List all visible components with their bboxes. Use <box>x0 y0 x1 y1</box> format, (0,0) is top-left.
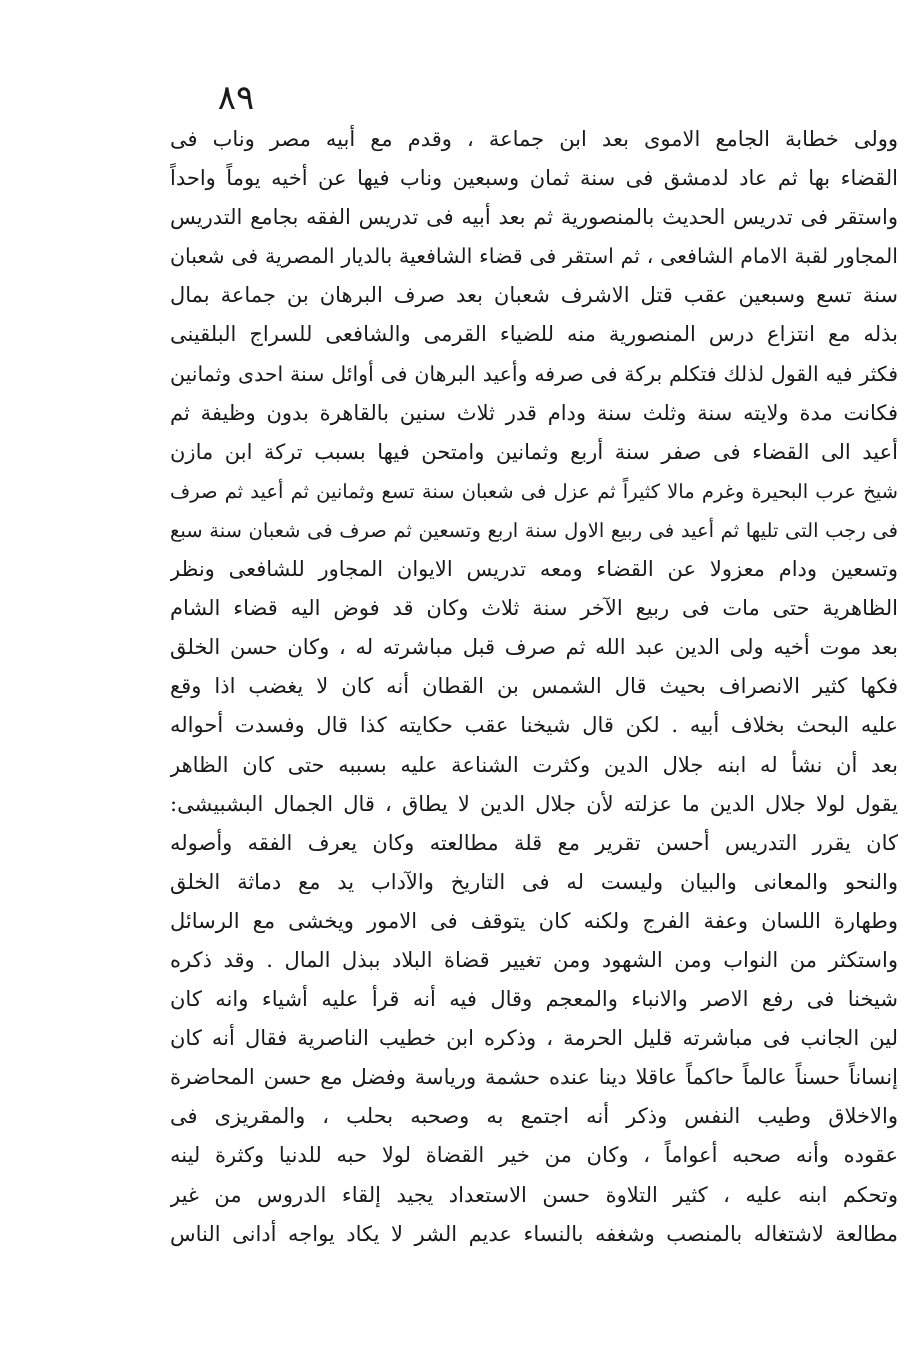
text-line: كان يقرر التدريس أحسن تقرير مع قلة مطالعته وكان يعرف الفقه وأصوله <box>170 830 898 855</box>
body-text <box>170 120 898 1254</box>
text-line: واستكثر من النواب ومن الشهود ومن تغيير قضاة البلاد ببذل المال . وقد ذكره <box>170 947 898 972</box>
text-line: مطالعة لاشتغاله بالمنصب وشغفه بالنساء عديم الشر لا يكاد يواجه أدانى الناس <box>170 1221 898 1246</box>
text-line: وتحكم ابنه عليه ، كثير التلاوة حسن الاستعداد يجيد إلقاء الدروس من غير <box>170 1182 898 1207</box>
text-line: يقول لولا جلال الدين ما عزلته لأن جلال الدين لا يطاق ، قال الجمال البشبيشى: <box>170 791 898 816</box>
text-line: سنة تسع وسبعين عقب قتل الاشرف شعبان بعد صرف البرهان بن جماعة بمال <box>170 283 898 308</box>
text-line: وطهارة اللسان وعفة الفرج ولكنه كان يتوقف فى الامور ويخشى مع الرسائل <box>170 908 898 933</box>
text-line: شيخنا فى رفع الاصر والانباء والمعجم وقال فيه أنه قرأ عليه أشياء وانه كان <box>170 987 898 1012</box>
text-line: عليه البحث بخلاف أبيه . لكن قال شيخنا عقب حكايته كذا قال وفسدت أحواله <box>170 713 898 738</box>
text-line: فكثر فيه القول لذلك فتكلم بركة فى صرفه وأعيد البرهان فى أوائل سنة احدى وثمانين <box>170 361 898 386</box>
text-line: واستقر فى تدريس الحديث بالمنصورية ثم بعد أبيه فى تدريس الفقه بجامع التدريس <box>170 205 898 230</box>
text-line: بعد أن نشأ له ابنه جلال الدين وكثرت الشناعة عليه بسببه حتى كان الظاهر <box>170 752 898 777</box>
text-line: وتسعين ودام معزولا عن القضاء ومعه تدريس الايوان المجاور للشافعى ونظر <box>170 557 898 582</box>
text-line: وولى خطابة الجامع الاموى بعد ابن جماعة ، وقدم مع أبيه مصر وناب فى <box>170 127 898 151</box>
text-line: إنساناً حسناً عالماً حاكماً عاقلا دينا عنده حشمة ورياسة وفضل مع حسن المحاضرة <box>170 1065 898 1090</box>
text-line: شيخ عرب البحيرة وغرم مالا كثيراً ثم عزل فى شعبان سنة تسع وثمانين ثم أعيد ثم صرف <box>170 479 898 503</box>
text-line: فكها كثير الانصراف بحيث قال الشمس بن القطان أنه كان لا يغضب اذا وقع <box>170 674 898 699</box>
text-line: الظاهرية حتى مات فى ربيع الآخر سنة ثلاث وكان قد فوض اليه قضاء الشام <box>170 596 898 621</box>
text-line: المجاور لقبة الامام الشافعى ، ثم استقر فى قضاء الشافعية بالديار المصرية فى شعبان <box>170 244 898 269</box>
text-line: أعيد الى القضاء فى صفر سنة أربع وثمانين وامتحن فيها بسبب تركة ابن مازن <box>170 439 898 464</box>
text-line: لين الجانب فى مباشرته قليل الحرمة ، وذكره ابن خطيب الناصرية فقال أنه كان <box>170 1026 898 1051</box>
text-line: فكانت مدة ولايته سنة وثلث سنة ودام قدر ثلاث سنين بالقاهرة بدون وظيفة ثم <box>170 400 898 425</box>
text-line: عقوده وأنه صحبه أعواماً ، وكان من خير القضاة لولا حبه للدنيا وكثرة لينه <box>170 1143 898 1168</box>
page-number: ٨٩ <box>217 78 255 118</box>
text-line: القضاء بها ثم عاد لدمشق فى سنة ثمان وسبعين وناب فيها عن أخيه يوماً واحداً <box>170 166 898 191</box>
text-line: بذله مع انتزاع درس المنصورية منه للضياء القرمى والشافعى للسراج البلقينى <box>170 322 898 347</box>
text-line: والاخلاق وطيب النفس وذكر أنه اجتمع به وصحبه بحلب ، والمقريزى فى <box>170 1104 898 1129</box>
text-line: بعد موت أخيه ولى الدين عبد الله ثم صرف قبل مباشرته له ، وكان حسن الخلق <box>170 635 898 660</box>
text-line: فى رجب التى تليها ثم أعيد فى ربيع الاول سنة اربع وتسعين ثم صرف فى شعبان سنة سبع <box>170 518 898 542</box>
text-line: والنحو والمعانى والبيان وليست له فى التاريخ والآداب يد مع دماثة الخلق <box>170 869 898 894</box>
